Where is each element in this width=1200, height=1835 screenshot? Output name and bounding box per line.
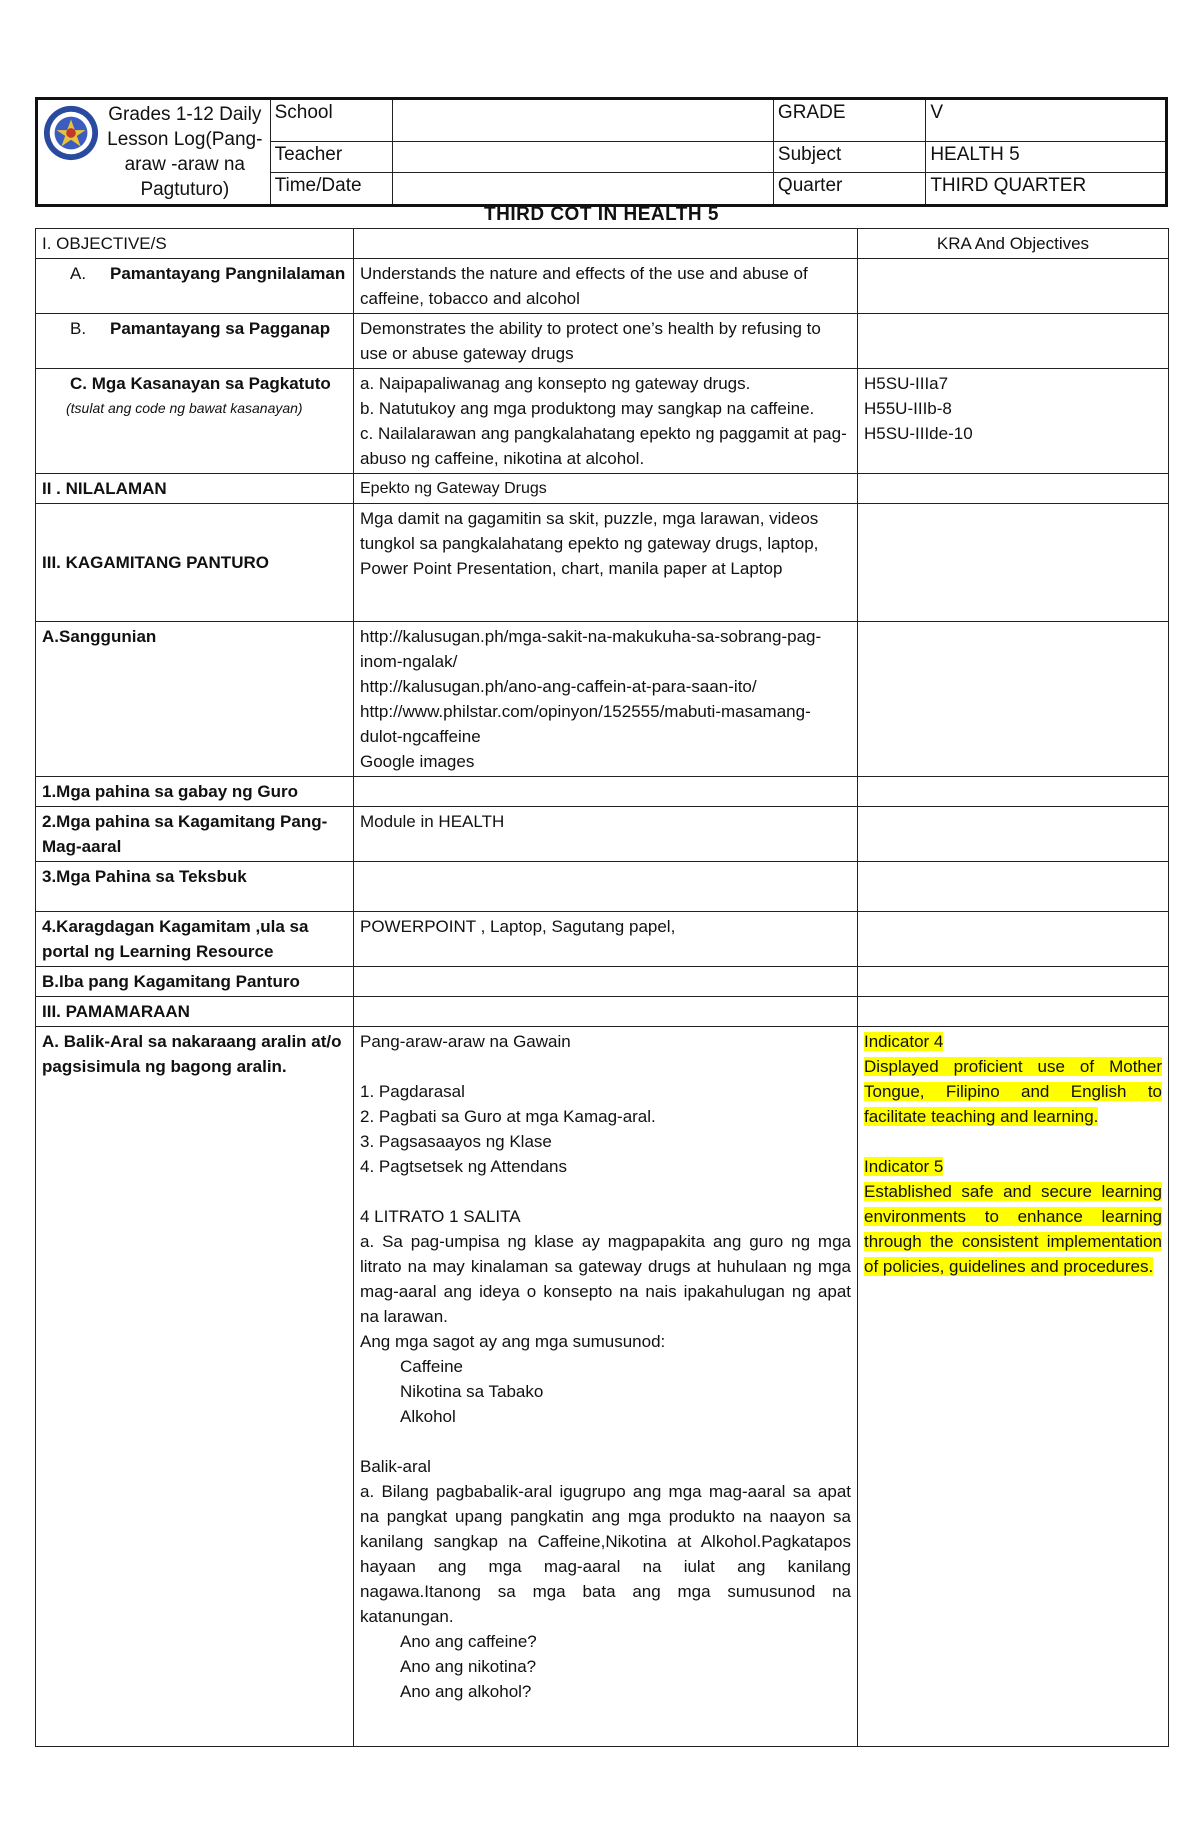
objective-b-label [36, 314, 354, 369]
dll-title: Grades 1-12 Daily Lesson Log(Pang-araw -araw na Pagtuturo) [107, 104, 263, 200]
grade-label: GRADE [773, 99, 925, 142]
school-value [392, 99, 773, 142]
header-title-cell [37, 99, 271, 206]
objective-b-row [36, 314, 1169, 369]
teacher-label: Teacher [270, 142, 392, 173]
nilalaman-label: II . NILALAMAN [36, 474, 354, 504]
grade-value: V [926, 99, 1167, 142]
litrato-title: 4 LITRATO 1 SALITA [360, 1207, 521, 1226]
daily-item: 2. Pagbati sa Guro at mga Kamag-aral. [360, 1107, 656, 1126]
sagot-item: Caffeine [400, 1357, 464, 1376]
daily-title: Pang-araw-araw na Gawain [360, 1032, 571, 1051]
subject-value: HEALTH 5 [926, 142, 1167, 173]
reference-link[interactable]: http://www.philstar.com/opinyon/152555/mabuti-masamang-dulot-ngcaffeine [360, 702, 811, 746]
school-label: School [270, 99, 392, 142]
karagdagan-value: POWERPOINT , Laptop, Sagutang papel, [354, 912, 858, 967]
karagdagan-label: 4.Karagdagan Kagamitam ,ula sa portal ng Learning Resource [36, 912, 354, 967]
nilalaman-value: Epekto ng Gateway Drugs [354, 474, 858, 504]
question-item: Ano ang nikotina? [400, 1657, 537, 1676]
objective-b-letter: B. [70, 319, 87, 338]
cot-title: THIRD COT IN HEALTH 5 [484, 204, 719, 225]
guro-pages-row [36, 777, 1169, 807]
objective-c-note: (tsulat ang code ng bawat kasanayan) [66, 400, 303, 416]
sanggunian-label: A.Sanggunian [36, 622, 354, 777]
kagamitang-pages-label: 2.Mga pahina sa Kagamitang Pang-Mag-aaral [36, 807, 354, 862]
objective-a-title: Pamantayang Pangnilalaman [110, 264, 346, 283]
objective-c-item: a. Naipapaliwanag ang konsepto ng gateway drugs. [360, 374, 751, 393]
reference-link[interactable]: http://kalusugan.ph/ano-ang-caffein-at-para-saan-ito/ [360, 677, 757, 696]
question-item: Ano ang caffeine? [400, 1632, 537, 1651]
sagot-intro: Ang mga sagot ay ang mga sumusunod: [360, 1332, 666, 1351]
objective-a-letter: A. [70, 264, 87, 283]
objectives-heading: I. OBJECTIVE/S [36, 229, 354, 259]
competency-code: H5SU-IIIde-10 [864, 424, 973, 443]
kagamitang-pages-value: Module in HEALTH [354, 807, 858, 862]
objective-c-codes [858, 369, 1169, 474]
pamamaraan-heading: III. PAMAMARAAN [36, 997, 354, 1027]
teksbuk-label: 3.Mga Pahina sa Teksbuk [36, 862, 354, 912]
teksbuk-row [36, 862, 1169, 912]
objective-c-item: b. Natutukoy ang mga produktong may sangkap na caffeine. [360, 399, 815, 418]
objectives-heading-row [36, 229, 1169, 259]
objective-c-title: C. Mga Kasanayan sa Pagkatuto [70, 374, 331, 393]
indicators-cell [858, 1027, 1169, 1747]
indicator-4-text: Displayed proficient use of Mother Tongue, Filipino and English to facilitate teaching and learning. [864, 1057, 1162, 1126]
balik-title: Balik-aral [360, 1457, 431, 1476]
competency-code: H5SU-IIIa7 [864, 374, 949, 393]
sanggunian-lines [354, 622, 858, 777]
balik-aral-content [354, 1027, 858, 1747]
indicator-5-title: Indicator 5 [864, 1157, 944, 1176]
pamamaraan-heading-row [36, 997, 1169, 1027]
objective-c-item: c. Nailalarawan ang pangkalahatang epekto ng paggamit at pag-abuso ng caffeine, nikotina at alcohol. [360, 424, 847, 468]
reference-text: Google images [360, 752, 475, 771]
kagamitan-row [36, 504, 1169, 622]
objective-c-row [36, 369, 1169, 474]
kagamitan-label: III. KAGAMITANG PANTURO [36, 504, 354, 622]
daily-item: 4. Pagtsetsek ng Attendans [360, 1157, 567, 1176]
objective-a-label [36, 259, 354, 314]
daily-item: 3. Pagsasaayos ng Klase [360, 1132, 552, 1151]
teacher-value [392, 142, 773, 173]
question-item: Ano ang alkohol? [400, 1682, 532, 1701]
timedate-label: Time/Date [270, 173, 392, 206]
quarter-label: Quarter [773, 173, 925, 206]
daily-item: 1. Pagdarasal [360, 1082, 465, 1101]
objective-b-title: Pamantayang sa Pagganap [110, 319, 331, 338]
reference-link[interactable]: http://kalusugan.ph/mga-sakit-na-makukuha-sa-sobrang-pag-inom-ngalak/ [360, 627, 822, 671]
guro-pages-label: 1.Mga pahina sa gabay ng Guro [36, 777, 354, 807]
quarter-value: THIRD QUARTER [926, 173, 1167, 206]
objective-a-text: Understands the nature and effects of the use and abuse of caffeine, tobacco and alcohol [354, 259, 858, 314]
balik-aral-label: A. Balik-Aral sa nakaraang aralin at/o pagsisimula ng bagong aralin. [36, 1027, 354, 1747]
indicator-4-title: Indicator 4 [864, 1032, 944, 1051]
balik-text: a. Bilang pagbabalik-aral igugrupo ang mga mag-aaral sa apat na pangkat upang pangkatin ang mga produkto na naayon sa kanilang sangkap na Caffeine,Nikotina at Alkohol.Pagkatapos hayaan ang mga mag-aaral na iulat ang kanilang nagawa.Itanong sa mga bata ang mga sumusunod na katanungan. [360, 1482, 851, 1626]
kagamitang-pages-row [36, 807, 1169, 862]
deped-seal-icon [42, 104, 100, 162]
objective-c-items [354, 369, 858, 474]
iba-label: B.Iba pang Kagamitang Panturo [36, 967, 354, 997]
lesson-table [35, 228, 1169, 1747]
kra-heading: KRA And Objectives [858, 229, 1169, 259]
iba-row [36, 967, 1169, 997]
header-table [35, 97, 1168, 207]
karagdagan-row [36, 912, 1169, 967]
objective-a-row [36, 259, 1169, 314]
sanggunian-row [36, 622, 1169, 777]
balik-aral-row [36, 1027, 1169, 1747]
competency-code: H55U-IIIb-8 [864, 399, 952, 418]
timedate-value [392, 173, 773, 206]
nilalaman-row [36, 474, 1169, 504]
objective-c-label [36, 369, 354, 474]
subject-label: Subject [773, 142, 925, 173]
sagot-item: Alkohol [400, 1407, 456, 1426]
objective-b-text: Demonstrates the ability to protect one’s health by refusing to use or abuse gateway drugs [354, 314, 858, 369]
indicator-5-text: Established safe and secure learning environments to enhance learning through the consistent implementation of policies, guidelines and procedures. [864, 1182, 1162, 1276]
litrato-text: a. Sa pag-umpisa ng klase ay magpapakita ang guro ng mga litrato na may kinalaman sa gateway drugs at huhulaan ng mga mag-aaral ang ideya o konsepto na nais ipakahulugan ng apat na larawan. [360, 1232, 851, 1326]
sagot-item: Nikotina sa Tabako [400, 1382, 544, 1401]
kagamitan-value: Mga damit na gagamitin sa skit, puzzle, mga larawan, videos tungkol sa pangkalahatang epekto ng gateway drugs, laptop, Power Point Presentation, chart, manila paper at Laptop [354, 504, 858, 622]
